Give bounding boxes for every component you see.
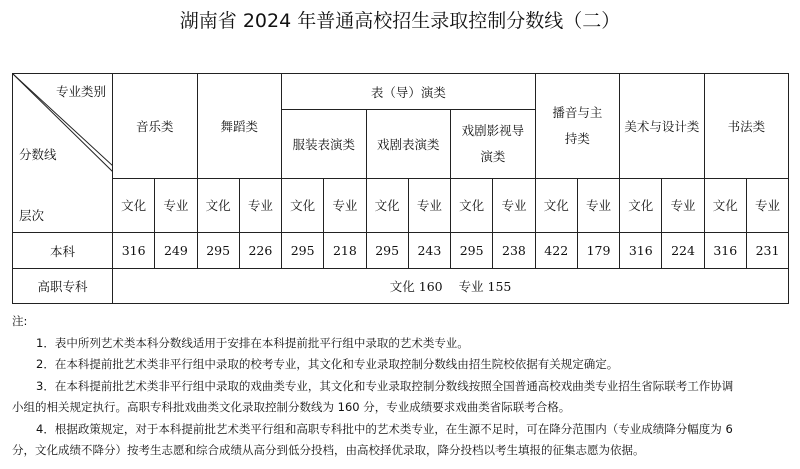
- vocational-culture-label: 文化: [389, 279, 415, 294]
- vocational-culture-value: 160: [418, 279, 443, 294]
- score-cell: 231: [746, 233, 788, 269]
- header-drama: 戏剧表演类: [366, 110, 451, 178]
- subheader-major: 专业: [493, 178, 535, 232]
- header-broadcast: [535, 74, 620, 179]
- subheader-major: 专业: [577, 178, 619, 232]
- score-cell: 295: [282, 233, 324, 269]
- score-cell: 316: [113, 233, 155, 269]
- score-cell: 316: [704, 233, 746, 269]
- header-costume: 服装表演类: [282, 110, 367, 178]
- header-dance: 舞蹈类: [197, 74, 282, 179]
- score-cell: 238: [493, 233, 535, 269]
- note-4: 4．根据政策规定，对于本科提前批艺术类平行组和高职专科批中的艺术类专业，在生源不足时，可在降分范围内（专业成绩降分幅度为 6: [36, 421, 733, 436]
- header-film-line1: 戏剧影视导: [461, 122, 525, 138]
- score-cell: 295: [451, 233, 493, 269]
- subheader-major: 专业: [324, 178, 366, 232]
- row-label-vocational: 高职专科: [13, 269, 113, 304]
- note-2: 2．在本科提前批艺术类非平行组中录取的校考专业，其文化和专业录取控制分数线由招生院校依据有关规定确定。: [36, 357, 619, 371]
- page-title: 湖南省 2024 年普通高校招生录取控制分数线（二）: [179, 10, 621, 32]
- subheader-major: 专业: [746, 178, 788, 232]
- vocational-major-label: 专业: [458, 279, 484, 294]
- header-film-line2: 演类: [480, 148, 506, 164]
- header-broadcast-line2: 持类: [564, 130, 590, 146]
- header-film: [451, 110, 536, 178]
- score-cell: 218: [324, 233, 366, 269]
- table-row-undergrad: [13, 233, 789, 269]
- subheader-culture: 文化: [282, 178, 324, 232]
- subheader-culture: 文化: [113, 178, 155, 232]
- header-broadcast-line1: 播音与主: [552, 104, 603, 120]
- row-label-undergrad: 本科: [13, 233, 113, 269]
- subheader-major: 专业: [239, 178, 281, 232]
- note-4-cont: 分，文化成绩不降分）按考生志愿和综合成绩从高分到低分投档，由高校择优录取，降分投档以考生填报的征集志愿为依据。: [12, 443, 645, 457]
- header-score-line: 分数线: [19, 147, 57, 162]
- score-cell: 422: [535, 233, 577, 269]
- subheader-culture: 文化: [620, 178, 662, 232]
- header-calligraphy: 书法类: [704, 74, 789, 179]
- subheader-major: 专业: [155, 178, 197, 232]
- subheader-major: 专业: [662, 178, 704, 232]
- subheader-culture: 文化: [197, 178, 239, 232]
- table-row-vocational: [13, 269, 789, 304]
- score-cell: 243: [408, 233, 450, 269]
- note-1: 1．表中所列艺术类本科分数线适用于安排在本科提前批平行组中录取的艺术类专业。: [36, 335, 469, 350]
- header-level: 层次: [19, 208, 45, 223]
- subheader-culture: 文化: [366, 178, 408, 232]
- subheader-culture: 文化: [704, 178, 746, 232]
- vocational-scores: [113, 269, 789, 304]
- score-cell: 226: [239, 233, 281, 269]
- score-cell: 249: [155, 233, 197, 269]
- header-major-category: 专业类别: [55, 84, 106, 99]
- score-cell: 316: [620, 233, 662, 269]
- note-3-cont: 小组的相关规定执行。高职专科批戏曲类文化录取控制分数线为 160 分，专业成绩要求戏曲类省际联考合格。: [12, 400, 571, 414]
- notes-heading: 注:: [12, 314, 28, 328]
- diagonal-header-cell: [13, 74, 113, 233]
- subheader-culture: 文化: [535, 178, 577, 232]
- score-cell: 179: [577, 233, 619, 269]
- subheader-culture: 文化: [451, 178, 493, 232]
- header-art-design: 美术与设计类: [620, 74, 705, 179]
- score-table: [12, 73, 789, 304]
- notes-section: [12, 311, 792, 462]
- score-cell: 295: [366, 233, 408, 269]
- score-cell: 224: [662, 233, 704, 269]
- score-cell: 295: [197, 233, 239, 269]
- subheader-row: [13, 178, 789, 232]
- subheader-major: 专业: [408, 178, 450, 232]
- note-3: 3．在本科提前批艺术类非平行组中录取的戏曲类专业，其文化和专业录取控制分数线按照全国普通高校戏曲类专业招生省际联考工作协调: [36, 378, 734, 393]
- header-performance: 表（导）演类: [282, 74, 536, 110]
- header-music: 音乐类: [113, 74, 198, 179]
- vocational-major-value: 155: [487, 279, 512, 294]
